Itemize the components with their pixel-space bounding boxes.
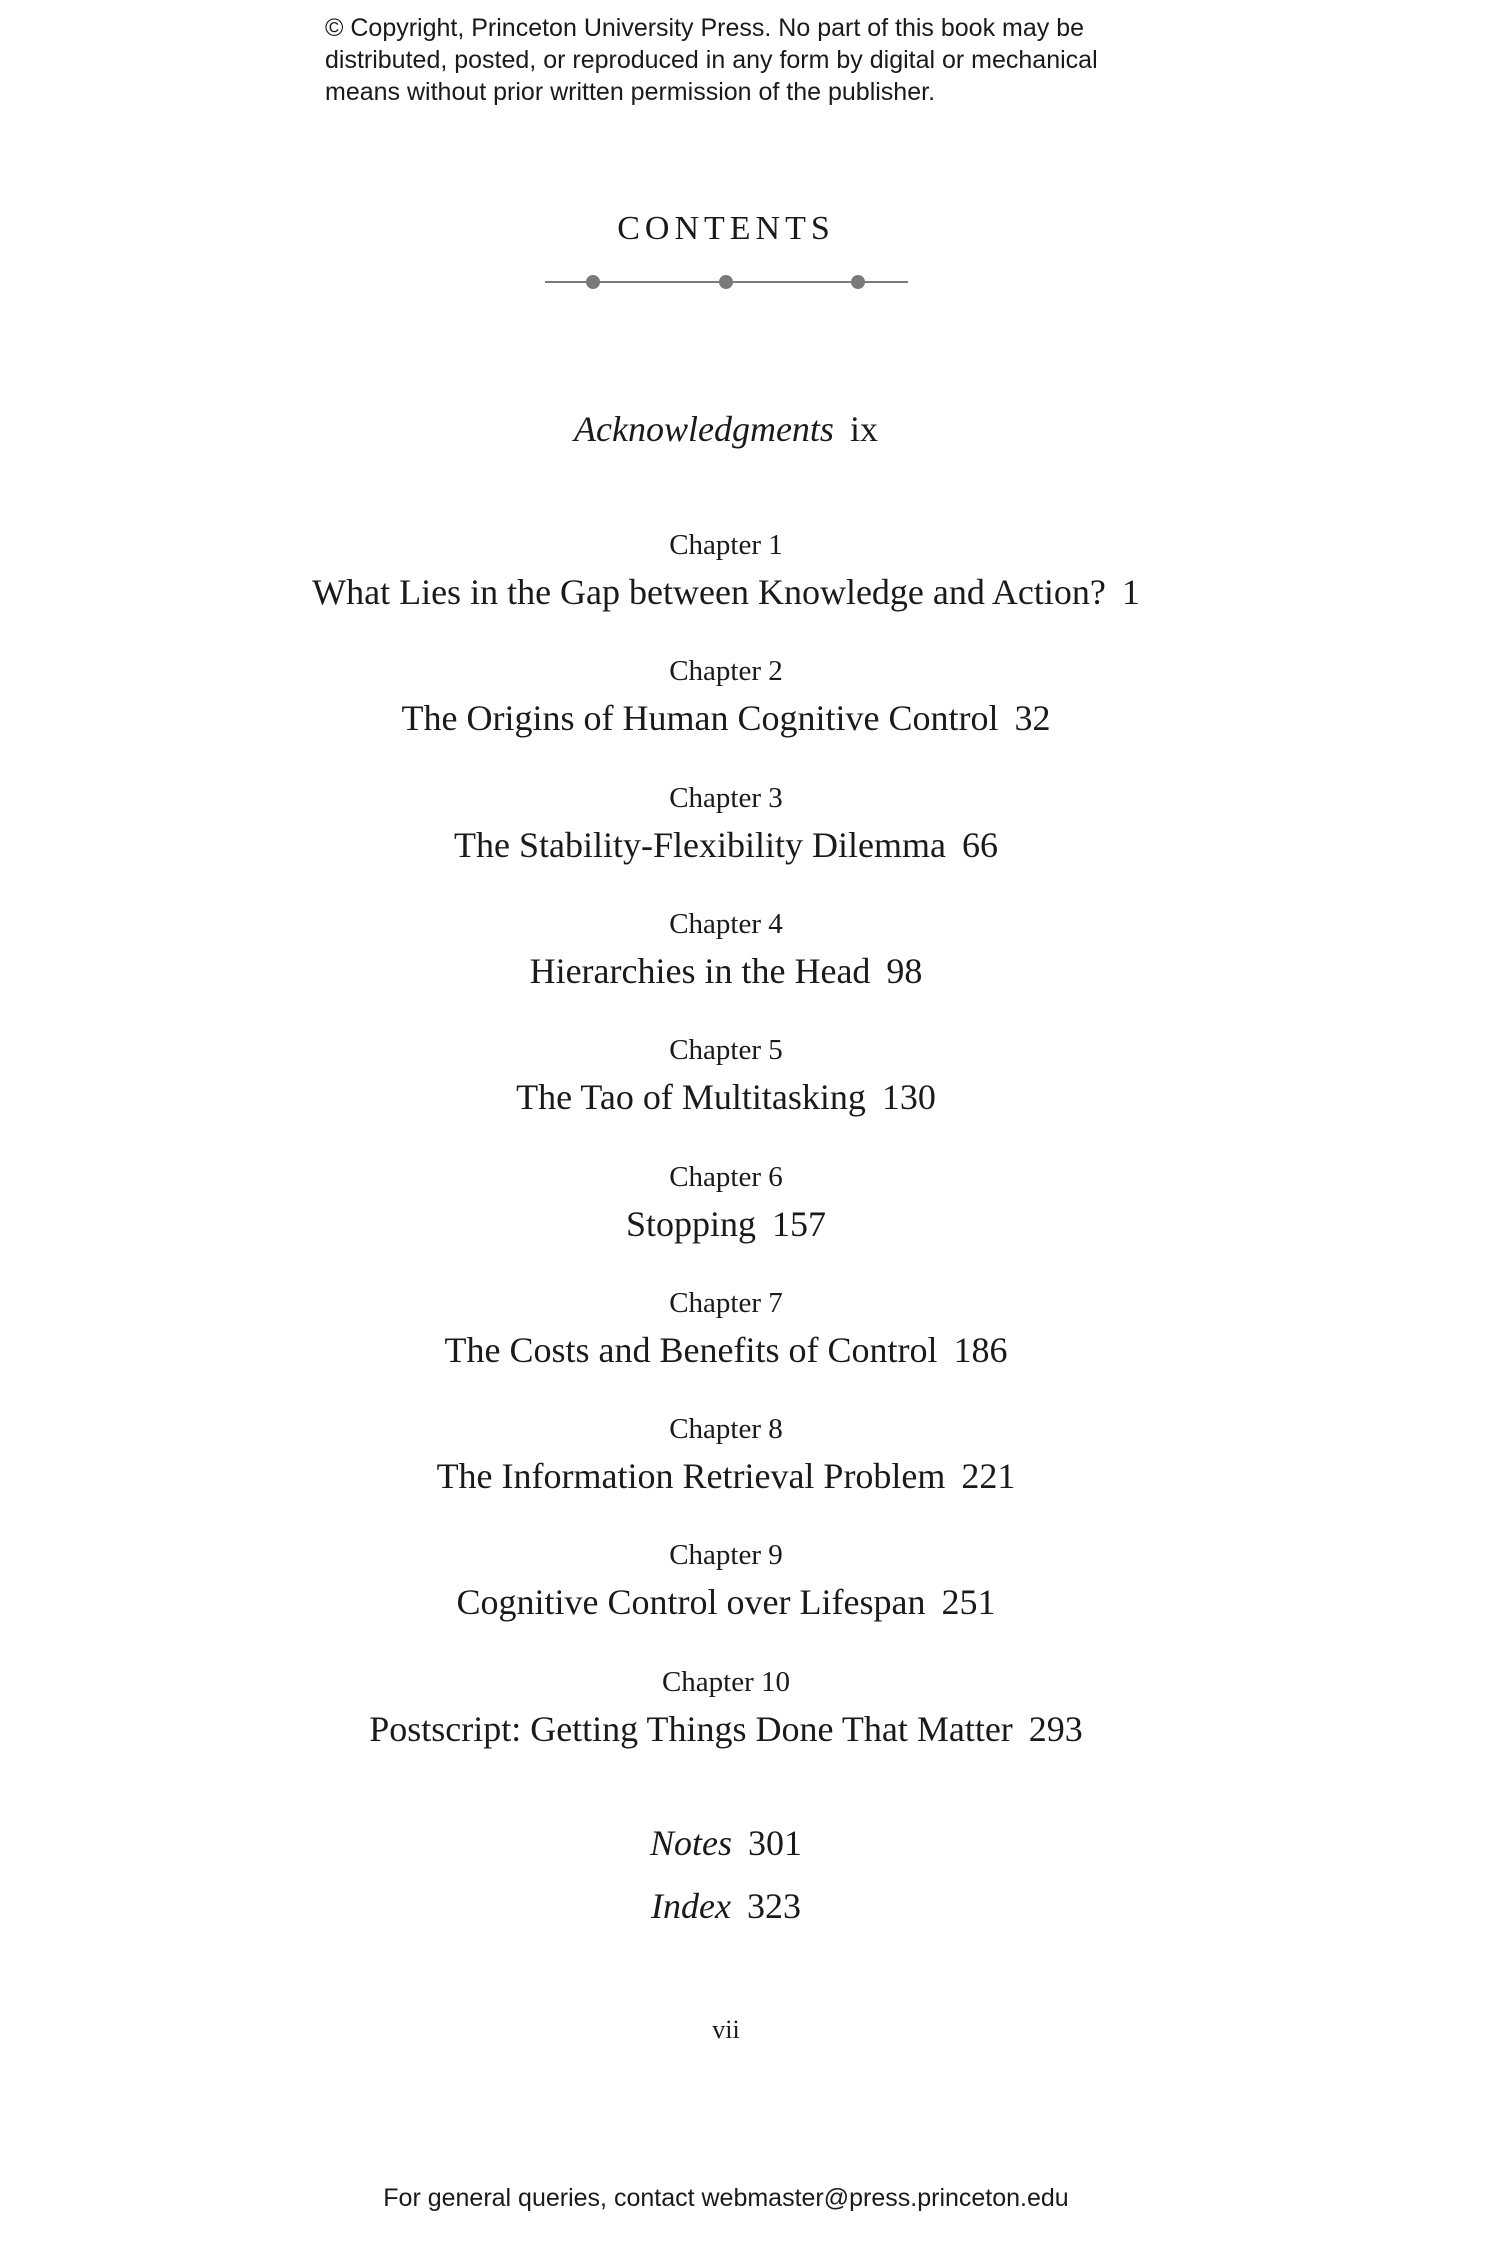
toc-entry-acknowledgments[interactable] xyxy=(0,407,1452,451)
toc-entry-chapter-9[interactable] xyxy=(0,1580,1452,1624)
toc-entry-chapter-10[interactable] xyxy=(0,1707,1452,1751)
chapter-label: Chapter 10 xyxy=(661,1665,791,1698)
toc-entry-chapter-2[interactable] xyxy=(0,696,1452,740)
entry-title: The Tao of Multitasking xyxy=(516,1077,866,1118)
entry-title: The Stability-Flexibility Dilemma xyxy=(454,824,946,865)
entry-title: What Lies in the Gap between Knowledge and Action? xyxy=(312,572,1106,612)
entry-page: 1 xyxy=(1121,572,1140,612)
toc-entry-chapter-6[interactable] xyxy=(0,1202,1452,1246)
entry-page: 186 xyxy=(953,1329,1008,1370)
entry-title: Index xyxy=(651,1886,731,1926)
chapter-label: Chapter 9 xyxy=(669,1539,783,1572)
chapter-label: Chapter 1 xyxy=(669,529,783,561)
entry-title: Acknowledgments xyxy=(574,409,834,449)
entry-title: Cognitive Control over Lifespan xyxy=(456,1582,926,1623)
copyright-line: means without prior written permission of the publisher. xyxy=(325,78,936,106)
chapter-label: Chapter 6 xyxy=(669,1160,783,1193)
copyright-line: distributed, posted, or reproduced in any form by digital or mechanical xyxy=(325,46,1098,74)
entry-page: 130 xyxy=(881,1077,936,1118)
toc-entry-chapter-8[interactable] xyxy=(0,1454,1452,1498)
entry-page: 293 xyxy=(1028,1708,1083,1749)
chapter-label: Chapter 5 xyxy=(669,1034,783,1067)
entry-title: Notes xyxy=(649,1823,732,1863)
entry-page: ix xyxy=(849,409,878,449)
entry-page: 98 xyxy=(886,950,923,991)
chapter-label: Chapter 2 xyxy=(669,655,783,688)
entry-page: 251 xyxy=(941,1582,996,1623)
entry-page: 221 xyxy=(961,1456,1016,1497)
entry-title: Stopping xyxy=(625,1203,757,1244)
entry-page: 301 xyxy=(748,1823,802,1863)
entry-page: 66 xyxy=(961,824,998,865)
copyright-line: © Copyright, Princeton University Press. No part of this book may be xyxy=(325,14,1085,42)
entry-title: Postscript: Getting Things Done That Matter xyxy=(369,1708,1013,1749)
page-title: CONTENTS xyxy=(617,210,835,247)
chapter-label: Chapter 4 xyxy=(669,907,783,940)
chapter-label: Chapter 3 xyxy=(669,781,783,814)
toc-entry-chapter-7[interactable] xyxy=(0,1328,1452,1372)
entry-page: 323 xyxy=(746,1886,801,1926)
entry-title: The Information Retrieval Problem xyxy=(436,1456,946,1497)
toc-entry-chapter-4[interactable] xyxy=(0,949,1452,993)
ornament-divider xyxy=(545,272,910,292)
entry-page: 157 xyxy=(772,1203,827,1244)
footer-contact: For general queries, contact webmaster@press.princeton.edu xyxy=(383,2184,1069,2212)
page-number: vii xyxy=(712,2015,740,2044)
entry-title: Hierarchies in the Head xyxy=(529,950,871,991)
copyright-notice xyxy=(325,12,1225,108)
entry-page: 32 xyxy=(1014,698,1051,739)
toc-entry-chapter-3[interactable] xyxy=(0,823,1452,867)
chapter-label: Chapter 8 xyxy=(669,1413,783,1446)
entry-title: The Costs and Benefits of Control xyxy=(444,1329,938,1370)
toc-entry-chapter-5[interactable] xyxy=(0,1075,1452,1119)
entry-title: The Origins of Human Cognitive Control xyxy=(401,698,999,739)
chapter-label: Chapter 7 xyxy=(669,1286,783,1319)
toc-entry-notes[interactable] xyxy=(0,1821,1452,1865)
toc-entry-index[interactable] xyxy=(0,1884,1452,1928)
toc-entry-chapter-1[interactable] xyxy=(0,570,1452,614)
